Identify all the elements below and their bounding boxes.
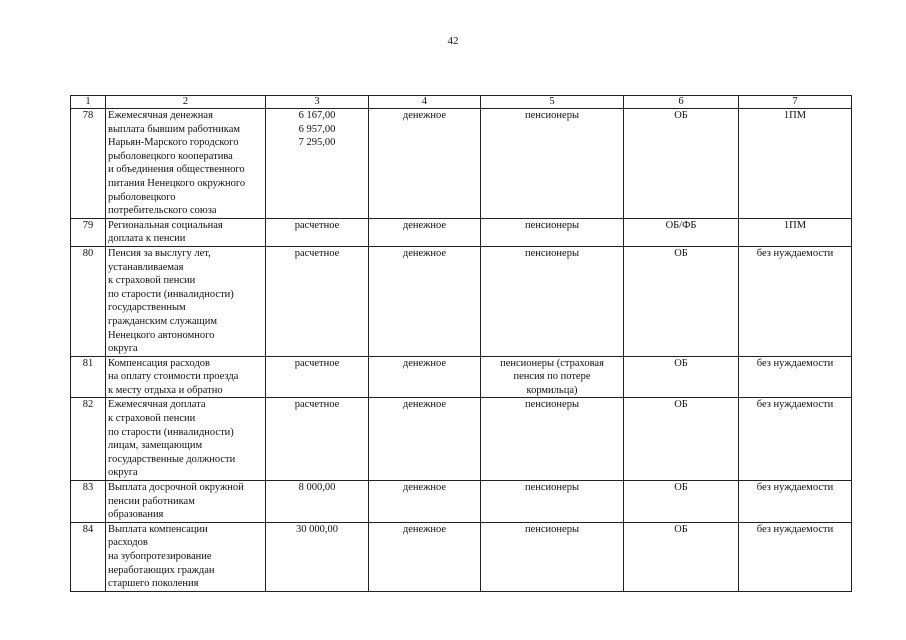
cell-text-line: пенсионеры: [524, 523, 579, 535]
row-number-cell: 81: [71, 356, 106, 398]
budget-source-cell: ОБ: [624, 398, 739, 481]
column-header: 1: [71, 96, 106, 109]
budget-source-cell: ОБ/ФБ: [624, 218, 739, 246]
cell-text-line: 8 000,00: [298, 482, 336, 494]
cell-text-line: к страховой пенсии: [108, 413, 196, 425]
cell-text-line: Региональная социальная: [108, 219, 223, 231]
amount-cell: [266, 398, 369, 481]
cell-text-line: старшего поколения: [108, 578, 199, 590]
cell-text-line: округа: [108, 467, 138, 479]
cell-text-line: неработающих граждан: [108, 564, 215, 576]
budget-source-cell: ОБ: [624, 246, 739, 356]
benefit-type-cell: денежное: [369, 481, 481, 523]
table-row: [71, 246, 852, 356]
column-header: 5: [481, 96, 624, 109]
cell-text-line: Выплата компенсации: [108, 523, 208, 535]
budget-source-cell: ОБ: [624, 356, 739, 398]
cell-text-line: 7 295,00: [298, 137, 336, 149]
cell-text-line: 6 957,00: [298, 123, 336, 135]
benefit-name-cell: [106, 481, 266, 523]
criterion-cell: без нуждаемости: [739, 522, 852, 591]
table-row: [71, 356, 852, 398]
benefit-name-cell: [106, 356, 266, 398]
cell-text-line: расчетное: [294, 357, 340, 369]
table-row: [71, 522, 852, 591]
recipients-cell: [481, 356, 624, 398]
cell-text-line: расходов: [108, 537, 148, 549]
recipients-cell: [481, 522, 624, 591]
recipients-cell: [481, 398, 624, 481]
amount-cell: [266, 356, 369, 398]
criterion-cell: без нуждаемости: [739, 398, 852, 481]
page-number: 42: [447, 35, 459, 47]
row-number-cell: 78: [71, 109, 106, 219]
cell-text-line: по старости (инвалидности): [108, 288, 234, 300]
criterion-cell: без нуждаемости: [739, 246, 852, 356]
budget-source-cell: ОБ: [624, 109, 739, 219]
cell-text-line: устанавливаемая: [108, 261, 184, 273]
cell-text-line: пенсионеры: [524, 482, 579, 494]
cell-text-line: расчетное: [294, 219, 340, 231]
cell-text-line: пенсионеры: [524, 247, 579, 259]
cell-text-line: и объединения общественного: [108, 164, 245, 176]
row-number-cell: 84: [71, 522, 106, 591]
cell-text-line: доплата к пенсии: [108, 233, 186, 245]
budget-source-cell: ОБ: [624, 522, 739, 591]
cell-text-line: выплата бывшим работникам: [108, 123, 241, 135]
cell-text-line: расчетное: [294, 399, 340, 411]
header-row: [71, 96, 852, 109]
cell-text-line: пенсионеры: [524, 399, 579, 411]
row-number-cell: 83: [71, 481, 106, 523]
cell-text-line: потребительского союза: [108, 205, 217, 217]
cell-text-line: округа: [108, 343, 138, 355]
cell-text-line: рыболовецкого кооператива: [108, 150, 233, 162]
cell-text-line: Пенсия за выслугу лет,: [108, 247, 211, 259]
cell-text-line: по старости (инвалидности): [108, 426, 234, 438]
cell-text-line: к месту отдыха и обратно: [108, 384, 223, 396]
row-number-cell: 79: [71, 218, 106, 246]
row-number-cell: 82: [71, 398, 106, 481]
table-row: [71, 398, 852, 481]
column-header: 3: [266, 96, 369, 109]
table-body: [71, 109, 852, 592]
benefit-name-cell: [106, 109, 266, 219]
cell-text-line: на зубопротезирование: [108, 551, 212, 562]
cell-text-line: Нарьян-Марского городского: [108, 137, 239, 149]
cell-text-line: пенсионеры: [524, 219, 579, 231]
column-header: 7: [739, 96, 852, 109]
cell-text-line: государственным: [108, 302, 186, 314]
cell-text-line: пенсии работникам: [108, 495, 195, 507]
cell-text-line: питания Ненецкого окружного: [108, 177, 246, 189]
table-row: [71, 218, 852, 246]
amount-cell: [266, 522, 369, 591]
recipients-cell: [481, 246, 624, 356]
cell-text-line: гражданским служащим: [108, 315, 218, 327]
benefit-type-cell: денежное: [369, 246, 481, 356]
cell-text-line: 6 167,00: [298, 110, 336, 121]
cell-text-line: расчетное: [294, 247, 340, 259]
column-header: 4: [369, 96, 481, 109]
budget-source-cell: ОБ: [624, 481, 739, 523]
criterion-cell: 1ПМ: [739, 218, 852, 246]
column-header: 2: [106, 96, 266, 109]
cell-text-line: Ненецкого автономного: [108, 329, 215, 341]
criterion-cell: 1ПМ: [739, 109, 852, 219]
benefit-name-cell: [106, 218, 266, 246]
recipients-cell: [481, 109, 624, 219]
criterion-cell: без нуждаемости: [739, 481, 852, 523]
cell-text-line: Ежемесячная доплата: [108, 399, 206, 411]
recipients-cell: [481, 218, 624, 246]
row-number-cell: 80: [71, 246, 106, 356]
table-row: [71, 481, 852, 523]
benefit-type-cell: денежное: [369, 522, 481, 591]
cell-text-line: пенсионеры (страховая: [500, 357, 604, 369]
cell-text-line: на оплату стоимости проезда: [108, 371, 239, 383]
benefit-name-cell: [106, 522, 266, 591]
criterion-cell: без нуждаемости: [739, 356, 852, 398]
cell-text-line: к страховой пенсии: [108, 275, 196, 287]
cell-text-line: 30 000,00: [296, 523, 338, 535]
table-row: [71, 109, 852, 219]
column-header: 6: [624, 96, 739, 109]
cell-text-line: государственные должности: [108, 453, 236, 465]
cell-text-line: образования: [108, 509, 164, 521]
cell-text-line: Ежемесячная денежная: [108, 110, 213, 121]
amount-cell: [266, 481, 369, 523]
cell-text-line: рыболовецкого: [108, 191, 176, 203]
benefit-type-cell: денежное: [369, 356, 481, 398]
cell-text-line: Компенсация расходов: [108, 357, 210, 369]
benefit-type-cell: денежное: [369, 218, 481, 246]
cell-text-line: кормильца): [526, 384, 578, 396]
benefit-name-cell: [106, 246, 266, 356]
amount-cell: [266, 218, 369, 246]
amount-cell: [266, 246, 369, 356]
cell-text-line: лицам, замещающим: [108, 440, 203, 452]
benefit-type-cell: денежное: [369, 109, 481, 219]
cell-text-line: Выплата досрочной окружной: [108, 482, 244, 494]
benefits-table: [70, 95, 852, 592]
cell-text-line: пенсия по потере: [513, 371, 591, 383]
recipients-cell: [481, 481, 624, 523]
benefit-name-cell: [106, 398, 266, 481]
cell-text-line: пенсионеры: [524, 110, 579, 121]
benefit-type-cell: денежное: [369, 398, 481, 481]
amount-cell: [266, 109, 369, 219]
